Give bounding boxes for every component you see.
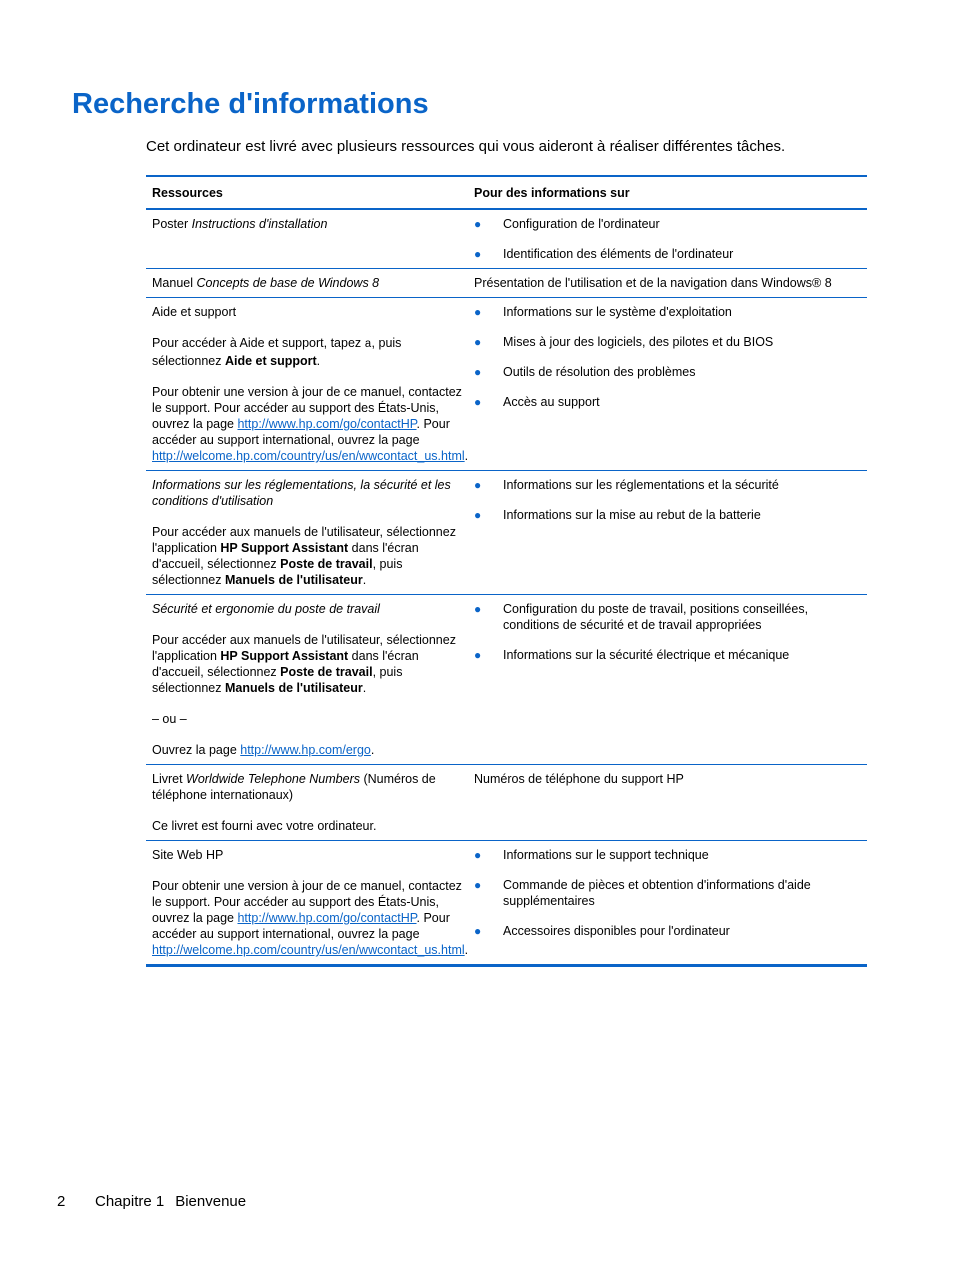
table-row — [146, 471, 867, 595]
list-item: ● Configuration du poste de travail, positions conseillées, conditions de sécurité et de travail appropriées — [474, 602, 809, 632]
bullet-list — [474, 601, 861, 663]
column-header-information: Pour des informations sur — [474, 186, 630, 200]
info-cell: Présentation de l'utilisation et de la navigation dans Windows® 8 — [474, 276, 832, 290]
bullet-icon: ● — [474, 247, 482, 261]
bullet-icon: ● — [474, 395, 482, 409]
list-item: ● Mises à jour des logiciels, des pilotes et du BIOS — [474, 335, 774, 349]
bullet-icon: ● — [474, 848, 482, 862]
column-header-resources: Ressources — [152, 186, 223, 200]
table-row — [146, 841, 867, 966]
ergo-link[interactable]: http://www.hp.com/ergo — [240, 743, 371, 757]
list-item: ● Configuration de l'ordinateur — [474, 217, 660, 231]
page-number: 2 — [57, 1193, 66, 1210]
bullet-icon: ● — [474, 478, 482, 492]
resources-table — [146, 175, 867, 967]
info-cell — [468, 471, 867, 595]
bullet-icon: ● — [474, 648, 482, 662]
bullet-icon: ● — [474, 878, 482, 892]
page-footer — [57, 1193, 246, 1210]
page-title: Recherche d'informations — [72, 88, 429, 120]
resource-cell: Sécurité et ergonomie du poste de travail Pour accéder aux manuels de l'utilisateur, sélectionnez l'application HP Support Assistant dans l'écran d'accueil, sélectionnez Poste de travail, puis sélectionnez Manuels de l'utilisateur. – ou – Ouvrez la page http://www.hp.com/ergo. — [152, 602, 456, 757]
resource-cell: Livret Worldwide Telephone Numbers (Numéros de téléphone internationaux) Ce livret est fourni avec votre ordinateur. — [152, 772, 436, 833]
bullet-list — [474, 304, 861, 410]
table-row — [146, 209, 867, 269]
bullet-icon: ● — [474, 924, 482, 938]
bullet-icon: ● — [474, 217, 482, 231]
intro-text: Cet ordinateur est livré avec plusieurs ressources qui vous aideront à réaliser différentes tâches. — [146, 138, 786, 155]
list-item: ● Informations sur la sécurité électrique et mécanique — [474, 648, 790, 662]
chapter-title: Bienvenue — [175, 1193, 247, 1210]
info-cell — [468, 298, 867, 471]
list-item: ● Outils de résolution des problèmes — [474, 365, 696, 379]
list-item: ● Accessoires disponibles pour l'ordinateur — [474, 924, 730, 938]
resource-cell: Manuel Concepts de base de Windows 8 — [152, 276, 380, 290]
table-header-row — [146, 176, 867, 209]
chapter-label: Chapitre 1 — [95, 1193, 165, 1210]
table-row — [146, 595, 867, 765]
resource-cell: Poster Instructions d'installation — [152, 217, 328, 231]
bullet-list — [474, 477, 861, 523]
list-item: ● Identification des éléments de l'ordinateur — [474, 247, 734, 261]
list-item: ● Informations sur les réglementations et la sécurité — [474, 478, 779, 492]
bullet-icon: ● — [474, 508, 482, 522]
key-label: a — [364, 338, 372, 351]
bullet-icon: ● — [474, 305, 482, 319]
bullet-list — [474, 847, 861, 939]
contact-hp-link[interactable]: http://www.hp.com/go/contactHP — [237, 911, 417, 925]
bullet-icon: ● — [474, 365, 482, 379]
info-cell — [468, 595, 867, 765]
list-item: ● Informations sur le support technique — [474, 848, 709, 862]
bullet-icon: ● — [474, 335, 482, 349]
resource-cell: Informations sur les réglementations, la sécurité et les conditions d'utilisation Pour accéder aux manuels de l'utilisateur, sélectionnez l'application HP Support Assistant dans l'écran d'accueil, sélectionnez Poste de travail, puis sélectionnez Manuels de l'utilisateur. — [152, 478, 456, 587]
info-cell — [468, 209, 867, 269]
wwcontact-link[interactable]: http://welcome.hp.com/country/us/en/wwcontact_us.html — [152, 449, 465, 463]
table-row — [146, 269, 867, 298]
info-cell: Numéros de téléphone du support HP — [474, 772, 684, 786]
list-item: ● Commande de pièces et obtention d'informations d'aide supplémentaires — [474, 878, 811, 908]
list-item: ● Accès au support — [474, 395, 600, 409]
info-cell — [468, 841, 867, 966]
bullet-icon: ● — [474, 602, 482, 616]
resource-cell: Site Web HP Pour obtenir une version à jour de ce manuel, contactez le support. Pour accéder au support des États-Unis, ouvrez la page http://www.hp.com/go/contactHP. Pour accéder au support international, ouvrez la page http://welcome.hp.com/country/us/en/wwcontact_us.html. — [152, 848, 469, 957]
wwcontact-link[interactable]: http://welcome.hp.com/country/us/en/wwcontact_us.html — [152, 943, 465, 957]
bullet-list — [474, 216, 861, 262]
table-row — [146, 765, 867, 841]
contact-hp-link[interactable]: http://www.hp.com/go/contactHP — [237, 417, 417, 431]
list-item: ● Informations sur la mise au rebut de la batterie — [474, 508, 761, 522]
table-row — [146, 298, 867, 471]
list-item: ● Informations sur le système d'exploitation — [474, 305, 732, 319]
resource-cell: Aide et support Pour accéder à Aide et support, tapez a, puis sélectionnez Aide et support. Pour obtenir une version à jour de ce manuel, contactez le support. Pour accéder au support des États-Unis, ouvrez la page http://www.hp.com/go/contactHP. Pour accéder au support international, ouvrez la page http://welcome.hp.com/country/us/en/wwcontact_us.html. — [152, 305, 469, 463]
